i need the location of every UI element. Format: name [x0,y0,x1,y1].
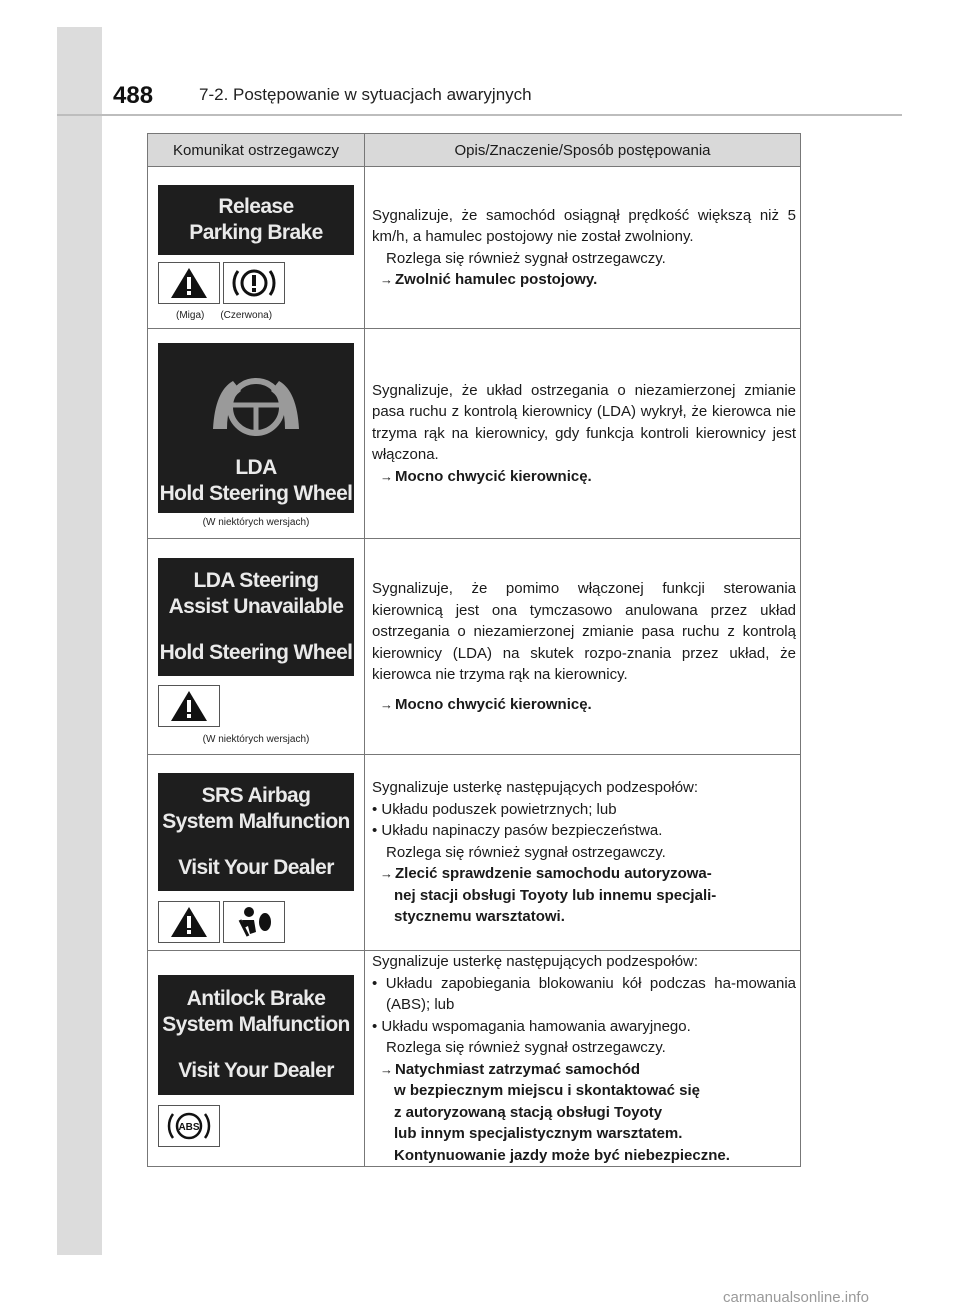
page-header [57,74,902,114]
warning-triangle-icon [158,262,220,304]
side-band [57,27,102,1255]
table-row [148,951,801,1167]
display-screen [158,185,354,255]
table-row [148,329,801,539]
arrow-icon: → [380,866,393,882]
indicator-icons [158,685,364,727]
section-title: 7-2. Postępowanie w sytuacjach awaryjnych [199,85,532,104]
description-bullet: • Układu wspomagania hamowania awaryjnego. [372,1017,691,1035]
warning-table [147,133,801,1167]
table-row [148,539,801,755]
description-text: Rozlega się również sygnał ostrzegawczy. [386,843,666,861]
warning-message-cell [148,329,365,539]
screen-line: Hold Steering Wheel [159,482,353,505]
description-text: Sygnalizuje, że pomimo włączonej funkcji sterowania kierownicą jest ona tymczasowo anulowana przez układ ostrzegania o niezamierzonej zmianie pasa ruchu z kontrolą kierownicy (LDA) na skutek rozpo-znania przez układ, że kierowca nie trzyma rąk na kierownicy. [372,580,796,683]
brake-exclamation-icon [223,262,285,304]
screen-line: Visit Your Dealer [178,856,334,879]
description-cell [365,755,801,951]
screen-line: System Malfunction [162,810,350,833]
hands-on-wheel-icon [201,369,311,439]
warning-message-cell [148,539,365,755]
display-screen [158,975,354,1095]
screen-line: Assist Unavailable [168,595,344,618]
airbag-icon [223,901,285,943]
description-text: Sygnalizuje usterkę następujących podzespołów: [372,779,699,797]
col-header-description: Opis/Znaczenie/Sposób postępowania [365,134,801,167]
description-text: Sygnalizuje, że samochód osiągnął prędkość większą niż 5 km/h, a hamulec postojowy nie został zwolniony. [372,206,796,245]
screen-line: Hold Steering Wheel [159,641,353,664]
display-screen [158,558,354,676]
table-header-row [148,134,801,167]
action-text: → Mocno chwycić kierownicę. [380,695,592,713]
version-caption: (W niektórych wersjach) [202,517,310,528]
caption-blinking: (Miga) [176,310,205,321]
screen-line: LDA [235,456,277,479]
indicator-icons [158,262,364,304]
description-bullet: • Układu napinaczy pasów bezpieczeństwa. [372,822,663,840]
description-text: Rozlega się również sygnał ostrzegawczy. [386,249,666,267]
action-text: → Mocno chwycić kierownicę. [380,467,592,485]
description-cell [365,951,801,1167]
description-bullet: • Układu poduszek powietrznych; lub [372,800,617,818]
description-cell [365,329,801,539]
display-screen [158,773,354,891]
description-cell [365,539,801,755]
screen-line: Release [218,195,294,218]
screen-line: Visit Your Dealer [178,1059,334,1082]
screen-line: SRS Airbag [201,784,311,807]
warning-triangle-icon [158,685,220,727]
warning-message-cell [148,951,365,1167]
arrow-icon: → [380,1061,393,1077]
warning-message-cell [148,755,365,951]
table-row [148,755,801,951]
description-text: Sygnalizuje, że układ ostrzegania o niezamierzonej zmianie pasa ruchu z kontrolą kierownicy (LDA) wykrył, że kierowca nie trzyma rąk na kierownicy, gdy funkcja kontroli kierownicy jest włączona. [372,381,796,464]
screen-line: System Malfunction [162,1013,350,1036]
screen-line: Antilock Brake [186,987,326,1010]
description-text: Rozlega się również sygnał ostrzegawczy. [386,1039,666,1056]
action-text: → Zwolnić hamulec postojowy. [380,271,598,288]
screen-line: LDA Steering [193,569,319,592]
description-bullet: • Układu zapobiegania blokowaniu kół podczas ha-mowania (ABS); lub [372,974,796,1013]
page-number: 488 [113,82,154,109]
header-rule [57,114,902,116]
svg-text:ABS: ABS [178,1122,200,1133]
arrow-icon: → [380,468,393,484]
warning-triangle-icon [158,901,220,943]
description-text: Sygnalizuje usterkę następujących podzespołów: [372,953,699,970]
action-text: → Zlecić sprawdzenie samochodu autoryzowa- nej stacji obsługi Toyoty lub innemu specjali- stycznemu warsztatowi. [380,865,717,926]
arrow-icon: → [380,696,393,712]
table-row [148,167,801,329]
indicator-icons [158,1105,364,1147]
version-caption: (W niektórych wersjach) [202,734,310,745]
screen-line: Parking Brake [189,221,323,244]
caption-red: (Czerwona) [220,310,273,321]
watermark: carmanualsonline.info [723,1289,869,1306]
description-cell [365,167,801,329]
warning-message-cell [148,167,365,329]
arrow-icon: → [380,272,393,287]
indicator-icons [158,901,364,943]
col-header-message: Komunikat ostrzegawczy [148,134,365,167]
display-screen [158,343,354,513]
action-text: → Natychmiast zatrzymać samochód w bezpiecznym miejscu i skontaktować się z autoryzowaną stacją obsługi Toyoty lub innym specjalistycznym warsztatem. Kontynuowanie jazdy może być niebezpieczne. [380,1060,730,1164]
abs-icon [158,1105,220,1147]
